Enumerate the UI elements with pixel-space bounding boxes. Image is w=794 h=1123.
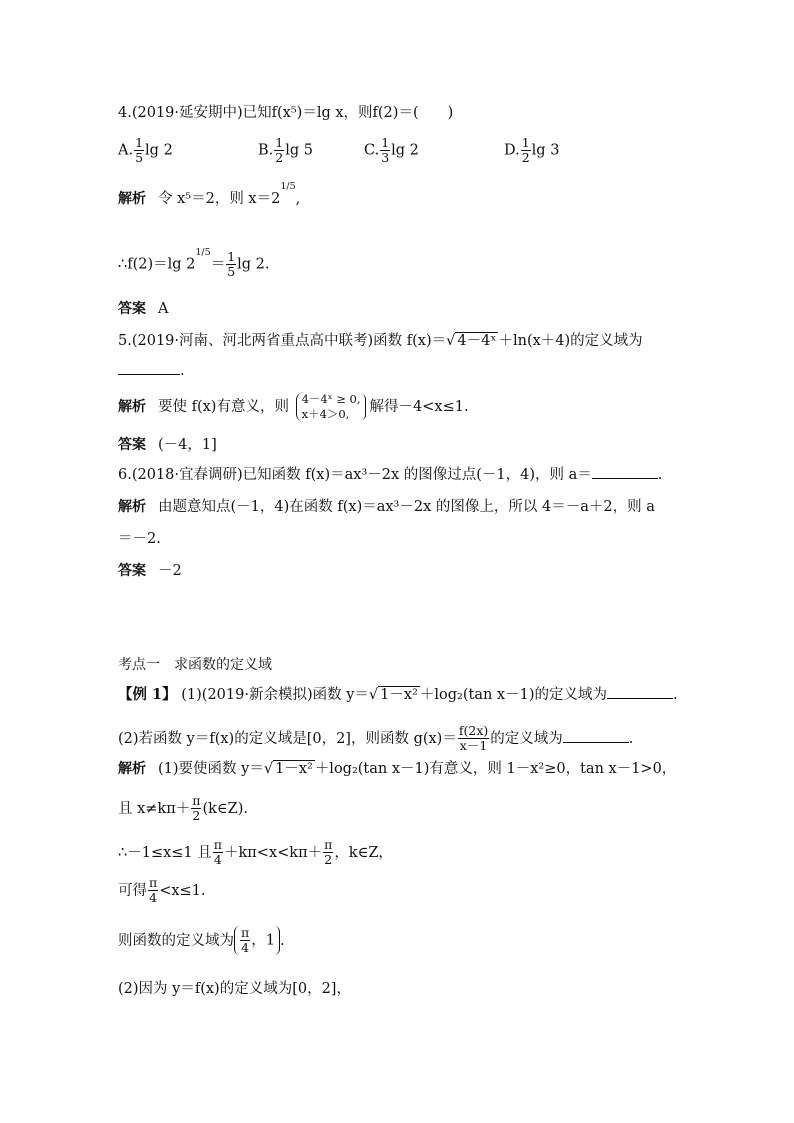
q5-stem: 5.(2019·河南、河北两省重点高中联考)函数 f(x)＝√ 4－4ˣ ＋ln(x＋4)的定义域为 xyxy=(118,333,643,349)
q4-option-b: B. $\frac{1}{2}$ lg 5 xyxy=(258,135,313,165)
solution-line-6: (2)因为 y＝f(x)的定义域为[0，2]， xyxy=(118,981,351,997)
example-1-part-2: (2)若函数 y＝f(x)的定义域是[0，2]，则函数 g(x)＝ $\frac{f(2x)}{x-1}$ 的定义域为 . xyxy=(118,723,634,753)
section-title: 考点一 求函数的定义域 xyxy=(118,657,272,673)
q5-answer: 答案 (－4，1] xyxy=(118,437,217,453)
q4-answer: 答案 A xyxy=(118,301,169,317)
example-1-part-1: 【例 1】 (1)(2019·新余模拟)函数 y＝√ 1－x² ＋log₂(tan x－1)的定义域为 . xyxy=(118,686,678,703)
q6-analysis: 解析 由题意知点(－1，4)在函数 f(x)＝ax³－2x 的图像上，所以 4＝－a＋2，则 a xyxy=(118,499,655,515)
q4-option-d: D. $\frac{1}{2}$ lg 3 xyxy=(504,135,560,165)
q4-analysis-2: ∴f(2)＝lg $2^{1/5}=$ $\frac{1}{5}$ lg 2. xyxy=(118,246,270,279)
q6-stem: 6.(2018·宜春调研)已知函数 f(x)＝ax³－2x 的图像过点(－1，4)，则 a＝ . xyxy=(118,467,663,483)
solution-line-4: 可得 $\frac{\pi}{4}$ <x≤1. xyxy=(118,875,206,905)
solution-line-1: 解析 (1)要使函数 y＝√ 1－x² ＋log₂(tan x－1)有意义，则 1－x²≥0，tan x－1>0， xyxy=(118,761,677,777)
solution-line-5: 则函数的定义域为 $\frac{\pi}{4}$ ，1 . xyxy=(118,925,285,955)
q5-analysis: 解析 要使 f(x)有意义，则 4－4ˣ ≥ 0, x＋4＞0, 解得－4<x≤1. xyxy=(118,392,469,421)
q4-option-c: C. $\frac{1}{3}$ lg 2 xyxy=(364,135,419,165)
q5-system-brace: 4－4ˣ ≥ 0, x＋4＞0, xyxy=(296,392,361,422)
q4-analysis: 解析 令 x⁵＝2，则 $x=2^{1/5}$, xyxy=(118,181,301,207)
q5-blank: . xyxy=(118,362,185,380)
solution-line-3: ∴－1≤x≤1 且 $\frac{\pi}{4}$ ＋kπ<x<kπ＋ $\frac{\pi}{2}$ ，k∈Z， xyxy=(118,837,393,867)
q4-option-a: A. $\frac{1}{5}$ lg 2 xyxy=(118,135,173,165)
q6-answer: 答案 －2 xyxy=(118,563,182,579)
q6-analysis-2: ＝－2. xyxy=(118,531,161,547)
solution-line-2: 且 x≠kπ＋ $\frac{\pi}{2}$ (k∈Z). xyxy=(118,793,249,823)
q4-stem: 4.(2019·延安期中)已知f(x⁵)＝lg x，则f(2)＝( ) xyxy=(118,105,454,121)
